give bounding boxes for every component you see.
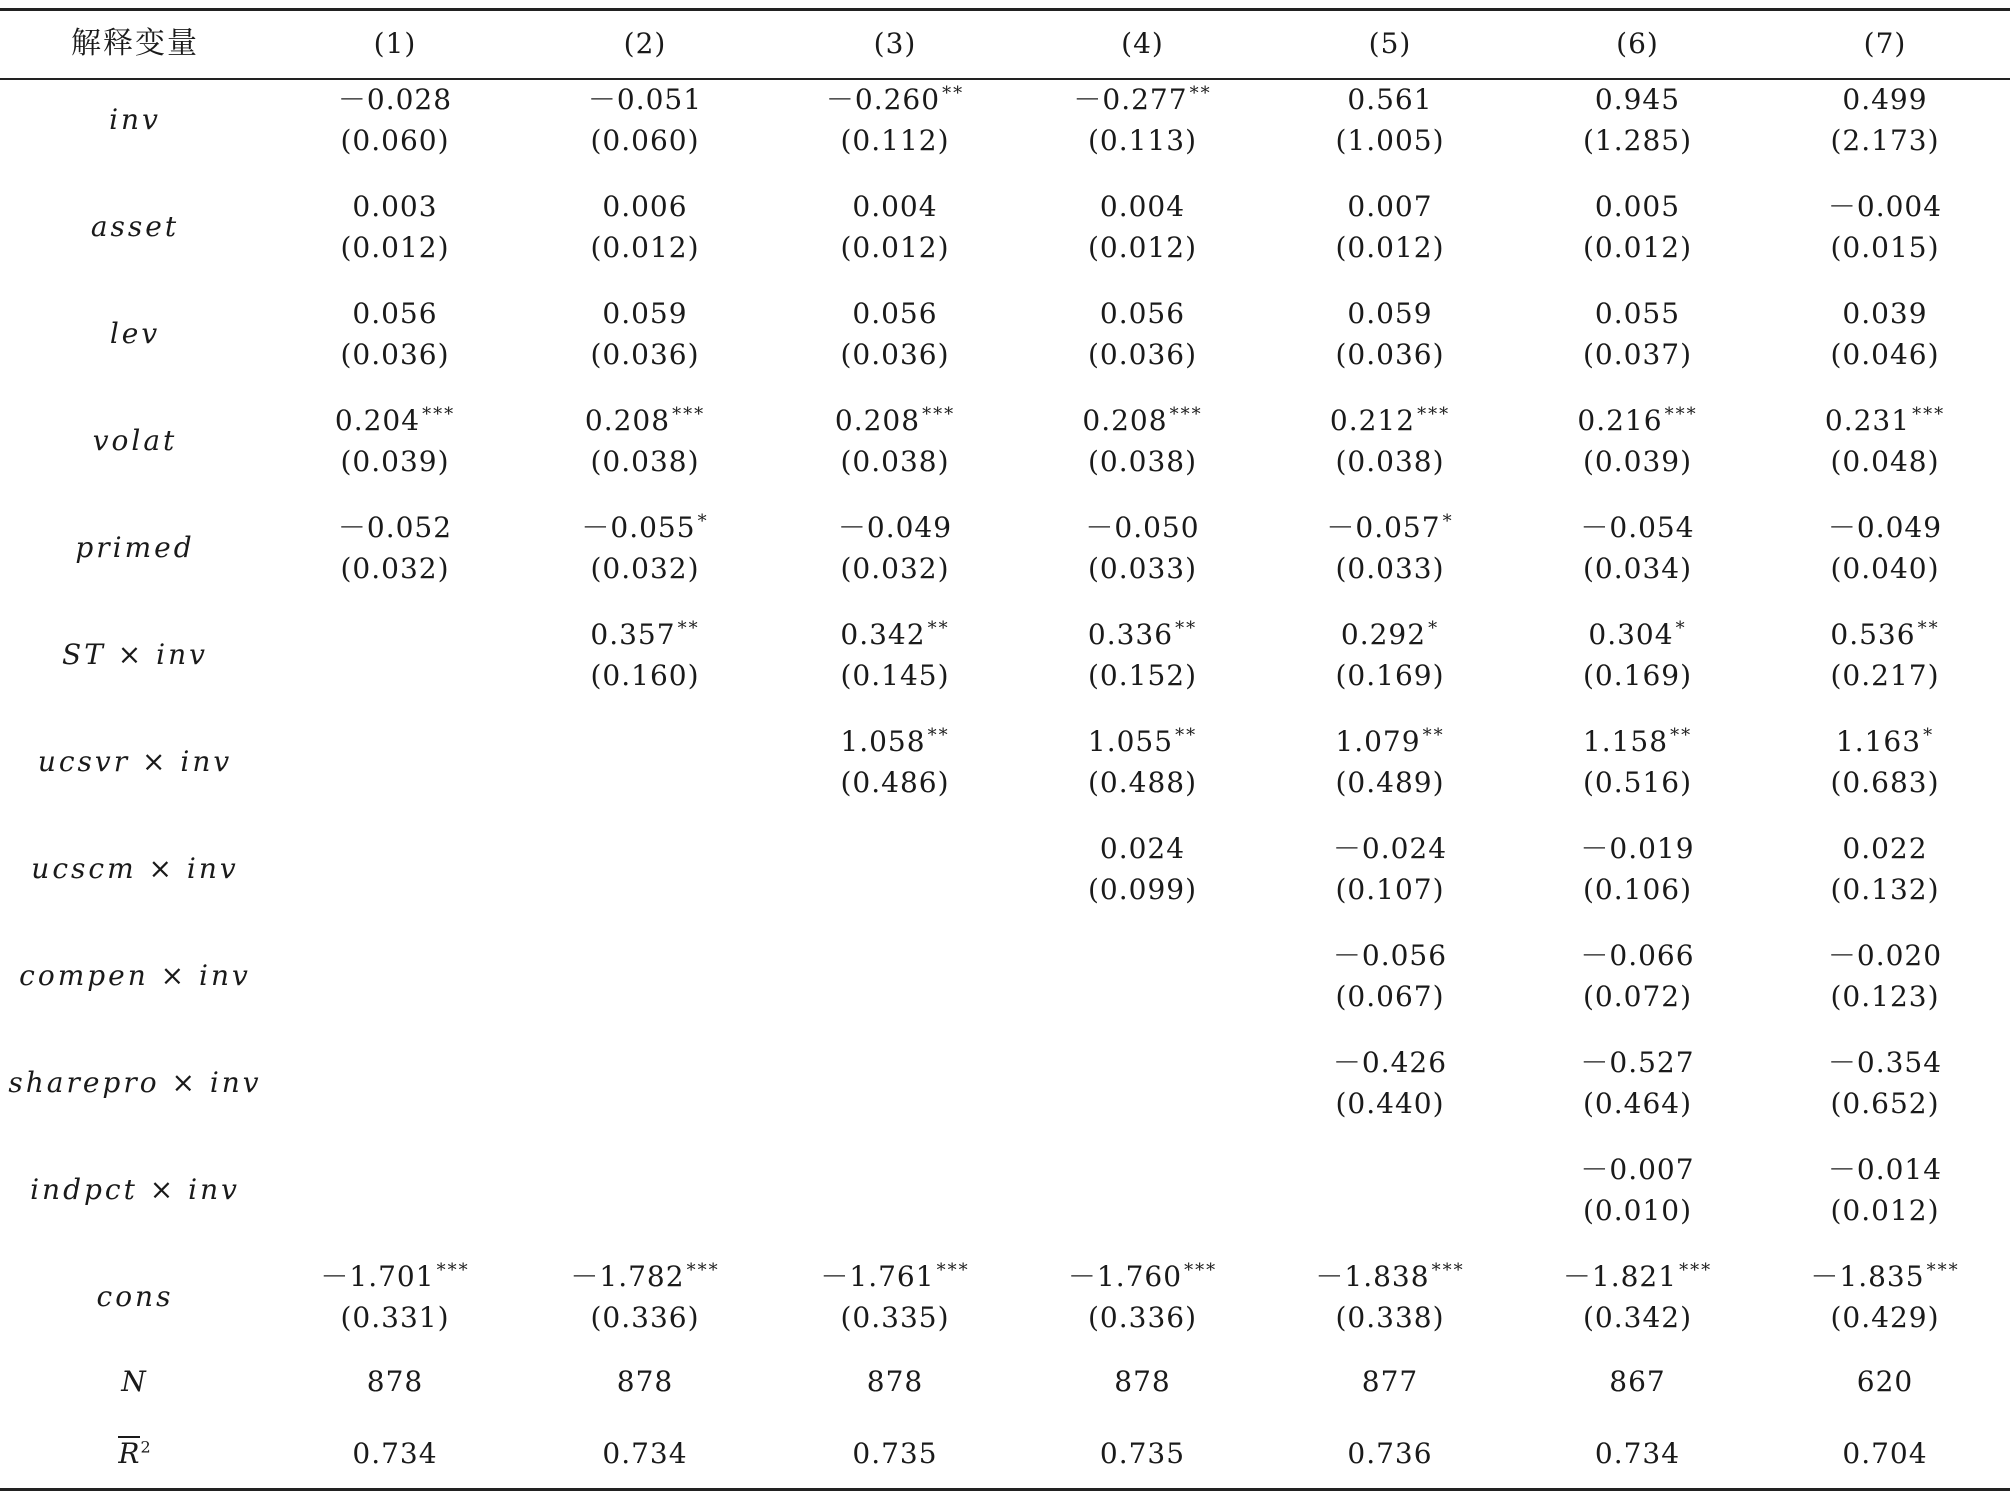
std-error-cell: (0.040) <box>1830 552 1940 585</box>
coef-cell <box>1515 294 1760 334</box>
coef-cell <box>270 1257 520 1297</box>
coef-value: －0.052 <box>337 511 453 544</box>
coef-cell <box>1760 294 2010 334</box>
significance-stars: ** <box>927 617 950 639</box>
coef-value: －0.055 <box>581 511 696 544</box>
coef-cell <box>1760 722 2010 762</box>
coef-value: 0.357 <box>590 618 676 651</box>
coef-cell <box>1760 80 2010 120</box>
significance-stars: ** <box>1175 724 1198 746</box>
coef-cell <box>1515 80 1760 120</box>
significance-stars: ** <box>1917 617 1940 639</box>
std-error-cell: (0.012) <box>1335 231 1445 264</box>
std-error-cell: (0.464) <box>1582 1087 1692 1120</box>
std-error-cell: (0.106) <box>1582 873 1692 906</box>
n-value: 620 <box>1856 1365 1914 1398</box>
significance-stars: *** <box>1184 1259 1218 1281</box>
coef-cell <box>1760 401 2010 441</box>
significance-stars: * <box>1675 617 1687 639</box>
coef-cell <box>1020 508 1265 548</box>
std-error-cell: (0.072) <box>1582 980 1692 1013</box>
std-error-cell: (0.038) <box>1335 445 1445 478</box>
std-error-cell: (0.489) <box>1335 766 1445 799</box>
std-error-cell: (0.036) <box>840 338 950 371</box>
coef-value: 0.004 <box>1099 190 1186 223</box>
std-error-cell: (0.335) <box>840 1301 950 1334</box>
coef-cell <box>1515 401 1760 441</box>
coef-value: 0.561 <box>1347 83 1433 116</box>
std-error-cell: (0.067) <box>1335 980 1445 1013</box>
coef-cell <box>1020 80 1265 120</box>
std-error-cell: (0.440) <box>1335 1087 1445 1120</box>
significance-stars: *** <box>936 1259 970 1281</box>
std-error-cell: (0.132) <box>1830 873 1940 906</box>
coef-value: 0.024 <box>1099 832 1186 865</box>
significance-stars: *** <box>672 403 706 425</box>
significance-stars: * <box>1428 617 1440 639</box>
coef-value: －0.050 <box>1085 511 1200 544</box>
header-col-1: (1) <box>373 27 417 60</box>
coef-value: －0.057 <box>1326 511 1441 544</box>
header-col-2: (2) <box>623 27 667 60</box>
significance-stars: ** <box>1422 724 1445 746</box>
std-error-cell: (0.060) <box>590 124 700 157</box>
top-rule <box>0 8 2010 11</box>
header-col-4: (4) <box>1121 27 1164 60</box>
std-error-cell: (0.488) <box>1087 766 1197 799</box>
coef-value: 0.208 <box>584 404 671 437</box>
coef-value: 0.055 <box>1594 297 1681 330</box>
coef-value: －0.028 <box>337 83 453 116</box>
std-error-cell: (0.336) <box>1087 1301 1197 1334</box>
coef-cell <box>1515 615 1760 655</box>
coef-value: 0.536 <box>1830 618 1916 651</box>
coef-cell <box>520 508 770 548</box>
significance-stars: *** <box>1679 1259 1713 1281</box>
row-label: ucsvr × inv <box>37 745 233 778</box>
row-label: cons <box>96 1280 174 1313</box>
significance-stars: *** <box>1926 1259 1960 1281</box>
coef-cell <box>1020 615 1265 655</box>
coef-value: 0.212 <box>1329 404 1416 437</box>
coef-value: 0.292 <box>1340 618 1427 651</box>
coef-cell <box>1265 508 1515 548</box>
coef-cell <box>1265 829 1515 869</box>
coef-cell <box>520 615 770 655</box>
std-error-cell: (0.331) <box>340 1301 450 1334</box>
coef-value: 0.007 <box>1347 190 1433 223</box>
bottom-rule <box>0 1488 2010 1491</box>
row-label: primed <box>75 531 195 564</box>
significance-stars: *** <box>686 1259 720 1281</box>
coef-cell <box>1265 294 1515 334</box>
significance-stars: *** <box>422 403 456 425</box>
coef-value: －0.354 <box>1827 1046 1943 1079</box>
row-label: asset <box>90 210 180 243</box>
coef-value: －0.056 <box>1332 939 1448 972</box>
significance-stars: * <box>697 510 709 532</box>
coef-value: 0.499 <box>1842 83 1928 116</box>
std-error-cell: (0.038) <box>590 445 700 478</box>
std-error-cell: (2.173) <box>1830 124 1940 157</box>
std-error-cell: (0.046) <box>1830 338 1940 371</box>
coef-value: 0.004 <box>852 190 938 223</box>
coef-cell <box>770 294 1020 334</box>
coef-value: 0.304 <box>1588 618 1674 651</box>
std-error-cell: (0.338) <box>1335 1301 1445 1334</box>
coef-cell <box>1760 1257 2010 1297</box>
coef-value: 0.003 <box>352 190 438 223</box>
row-label: ST × inv <box>62 638 208 671</box>
std-error-cell: (0.113) <box>1087 124 1197 157</box>
coef-value: －0.024 <box>1332 832 1448 865</box>
significance-stars: * <box>1442 510 1454 532</box>
coef-cell <box>1760 508 2010 548</box>
std-error-cell: (0.336) <box>590 1301 700 1334</box>
coef-value: 0.945 <box>1594 83 1681 116</box>
coef-cell <box>1265 401 1515 441</box>
std-error-cell: (0.038) <box>840 445 950 478</box>
coef-value: －1.838 <box>1315 1260 1430 1293</box>
r2-value: 0.734 <box>602 1437 688 1470</box>
coef-value: －1.821 <box>1562 1260 1678 1293</box>
coef-value: 0.059 <box>1347 297 1433 330</box>
row-label: sharepro × inv <box>8 1066 262 1099</box>
n-value: 877 <box>1361 1365 1419 1398</box>
coef-value: 0.022 <box>1842 832 1928 865</box>
coef-cell <box>1515 187 1760 227</box>
std-error-cell: (0.486) <box>840 766 950 799</box>
coef-cell <box>770 508 1020 548</box>
significance-stars: ** <box>1175 617 1198 639</box>
n-value: 867 <box>1609 1365 1666 1398</box>
std-error-cell: (0.060) <box>340 124 450 157</box>
coef-cell <box>1515 1150 1760 1190</box>
header-col-3: (3) <box>873 27 917 60</box>
std-error-cell: (0.036) <box>1335 338 1445 371</box>
r2-value: 0.735 <box>1099 1437 1186 1470</box>
coef-cell <box>1020 294 1265 334</box>
coef-cell <box>1265 187 1515 227</box>
std-error-cell: (0.012) <box>590 231 700 264</box>
r2-label-letter: R <box>118 1434 140 1474</box>
coef-cell <box>1760 936 2010 976</box>
n-label: N <box>121 1365 149 1398</box>
std-error-cell: (0.099) <box>1087 873 1197 906</box>
std-error-cell: (0.015) <box>1830 231 1940 264</box>
std-error-cell: (0.036) <box>340 338 450 371</box>
std-error-cell: (0.033) <box>1335 552 1445 585</box>
coef-cell <box>770 722 1020 762</box>
std-error-cell: (0.032) <box>340 552 450 585</box>
coef-value: －0.049 <box>1827 511 1943 544</box>
coef-cell <box>1515 722 1760 762</box>
std-error-cell: (0.342) <box>1582 1301 1692 1334</box>
coef-cell <box>1515 1043 1760 1083</box>
coef-cell <box>270 508 520 548</box>
coef-cell <box>1760 187 2010 227</box>
std-error-cell: (0.112) <box>840 124 950 157</box>
std-error-cell: (0.652) <box>1830 1087 1940 1120</box>
coef-value: 0.039 <box>1842 297 1928 330</box>
coef-cell <box>1760 1150 2010 1190</box>
std-error-cell: (0.037) <box>1582 338 1692 371</box>
row-label: volat <box>92 424 178 457</box>
coef-value: －0.066 <box>1580 939 1695 972</box>
r2-value: 0.734 <box>352 1437 438 1470</box>
row-label: ucscm × inv <box>31 852 239 885</box>
std-error-cell: (0.033) <box>1087 552 1197 585</box>
std-error-cell: (0.010) <box>1582 1194 1692 1227</box>
r2-value: 0.734 <box>1594 1437 1681 1470</box>
n-value: 878 <box>616 1365 674 1398</box>
coef-value: 0.216 <box>1577 404 1663 437</box>
coef-cell <box>1760 829 2010 869</box>
coef-cell <box>520 401 770 441</box>
r2-value: 0.704 <box>1842 1437 1928 1470</box>
coef-cell <box>1265 80 1515 120</box>
coef-cell <box>1020 401 1265 441</box>
r2-value: 0.736 <box>1347 1437 1433 1470</box>
coef-cell <box>1265 1257 1515 1297</box>
row-label: inv <box>109 103 161 136</box>
significance-stars: ** <box>1670 724 1693 746</box>
row-label: indpct × inv <box>30 1173 240 1206</box>
coef-value: －1.701 <box>320 1260 435 1293</box>
std-error-cell: (0.036) <box>590 338 700 371</box>
std-error-cell: (0.429) <box>1830 1301 1940 1334</box>
std-error-cell: (0.038) <box>1087 445 1197 478</box>
std-error-cell: (0.039) <box>1582 445 1692 478</box>
std-error-cell: (0.169) <box>1582 659 1692 692</box>
coef-value: 0.056 <box>852 297 938 330</box>
r2-value: 0.735 <box>852 1437 938 1470</box>
coef-value: 1.055 <box>1087 725 1174 758</box>
coef-cell <box>1515 936 1760 976</box>
n-value: 878 <box>1114 1365 1171 1398</box>
coef-cell <box>520 80 770 120</box>
coef-value: －0.007 <box>1580 1153 1695 1186</box>
coef-value: 1.163 <box>1835 725 1922 758</box>
coef-value: －0.049 <box>837 511 953 544</box>
significance-stars: *** <box>436 1259 470 1281</box>
std-error-cell: (0.683) <box>1830 766 1940 799</box>
coef-cell <box>1265 936 1515 976</box>
coef-cell <box>1265 1043 1515 1083</box>
std-error-cell: (0.039) <box>340 445 450 478</box>
header-col-6: (6) <box>1616 27 1659 60</box>
coef-value: －0.051 <box>587 83 703 116</box>
coef-cell <box>1515 1257 1760 1297</box>
significance-stars: ** <box>677 617 700 639</box>
coef-value: －0.527 <box>1580 1046 1695 1079</box>
coef-cell <box>1760 615 2010 655</box>
std-error-cell: (1.285) <box>1582 124 1692 157</box>
coef-value: －1.761 <box>820 1260 935 1293</box>
significance-stars: ** <box>927 724 950 746</box>
coef-value: 0.204 <box>334 404 421 437</box>
coef-value: 0.342 <box>840 618 926 651</box>
coef-cell <box>1020 187 1265 227</box>
coef-value: 1.058 <box>840 725 926 758</box>
coef-value: －1.760 <box>1067 1260 1183 1293</box>
significance-stars: ** <box>942 82 965 104</box>
coef-cell <box>770 615 1020 655</box>
header-col-5: (5) <box>1368 27 1412 60</box>
coef-value: 0.005 <box>1594 190 1681 223</box>
coef-value: －1.835 <box>1810 1260 1925 1293</box>
significance-stars: *** <box>1912 403 1946 425</box>
coef-cell <box>270 294 520 334</box>
coef-value: －0.019 <box>1580 832 1695 865</box>
significance-stars: *** <box>1664 403 1698 425</box>
std-error-cell: (1.005) <box>1335 124 1445 157</box>
coef-value: 1.158 <box>1582 725 1669 758</box>
std-error-cell: (0.145) <box>840 659 950 692</box>
std-error-cell: (0.012) <box>1087 231 1197 264</box>
coef-cell <box>1020 722 1265 762</box>
std-error-cell: (0.012) <box>1830 1194 1940 1227</box>
coef-value: 0.336 <box>1087 618 1174 651</box>
std-error-cell: (0.032) <box>840 552 950 585</box>
std-error-cell: (0.048) <box>1830 445 1940 478</box>
coef-cell <box>770 187 1020 227</box>
std-error-cell: (0.034) <box>1582 552 1692 585</box>
coef-cell <box>1020 829 1265 869</box>
coef-value: －0.426 <box>1332 1046 1448 1079</box>
header-variable: 解释变量 <box>71 26 199 61</box>
significance-stars: * <box>1923 724 1935 746</box>
coef-cell <box>1020 1257 1265 1297</box>
coef-value: 0.056 <box>352 297 438 330</box>
coef-value: －0.260 <box>825 83 941 116</box>
coef-cell <box>1515 508 1760 548</box>
coef-cell <box>770 80 1020 120</box>
coef-value: 0.208 <box>834 404 921 437</box>
std-error-cell: (0.036) <box>1087 338 1197 371</box>
std-error-cell: (0.160) <box>590 659 700 692</box>
coef-value: －0.014 <box>1827 1153 1943 1186</box>
coef-value: －1.782 <box>570 1260 685 1293</box>
std-error-cell: (0.516) <box>1582 766 1692 799</box>
row-label: lev <box>109 317 161 350</box>
coef-value: 0.208 <box>1082 404 1168 437</box>
std-error-cell: (0.107) <box>1335 873 1445 906</box>
coef-value: －0.004 <box>1827 190 1943 223</box>
coef-cell <box>270 187 520 227</box>
coef-value: 1.079 <box>1335 725 1421 758</box>
std-error-cell: (0.032) <box>590 552 700 585</box>
significance-stars: *** <box>1417 403 1451 425</box>
coef-cell <box>270 80 520 120</box>
coef-cell <box>1265 722 1515 762</box>
coef-value: －0.277 <box>1073 83 1188 116</box>
std-error-cell: (0.169) <box>1335 659 1445 692</box>
coef-value: －0.054 <box>1580 511 1695 544</box>
row-label: compen × inv <box>19 959 251 992</box>
coef-cell <box>1760 1043 2010 1083</box>
r2-label <box>0 1434 270 1474</box>
std-error-cell: (0.123) <box>1830 980 1940 1013</box>
coef-value: 0.231 <box>1824 404 1911 437</box>
coef-value: 0.059 <box>602 297 688 330</box>
r2-label-sup: 2 <box>140 1437 152 1457</box>
significance-stars: *** <box>922 403 956 425</box>
std-error-cell: (0.217) <box>1830 659 1940 692</box>
n-value: 878 <box>866 1365 924 1398</box>
coef-value: 0.056 <box>1099 297 1186 330</box>
coef-cell <box>1515 829 1760 869</box>
coef-value: 0.006 <box>602 190 688 223</box>
std-error-cell: (0.012) <box>340 231 450 264</box>
coef-cell <box>520 294 770 334</box>
header-col-7: (7) <box>1863 27 1907 60</box>
coef-cell <box>520 1257 770 1297</box>
n-value: 878 <box>366 1365 424 1398</box>
std-error-cell: (0.012) <box>1582 231 1692 264</box>
significance-stars: ** <box>1189 82 1212 104</box>
std-error-cell: (0.012) <box>840 231 950 264</box>
coef-cell <box>770 1257 1020 1297</box>
significance-stars: *** <box>1431 1259 1465 1281</box>
std-error-cell: (0.152) <box>1087 659 1197 692</box>
significance-stars: *** <box>1169 403 1203 425</box>
coef-value: －0.020 <box>1827 939 1943 972</box>
coef-cell <box>770 401 1020 441</box>
coef-cell <box>1265 615 1515 655</box>
coef-cell <box>520 187 770 227</box>
coef-cell <box>270 401 520 441</box>
